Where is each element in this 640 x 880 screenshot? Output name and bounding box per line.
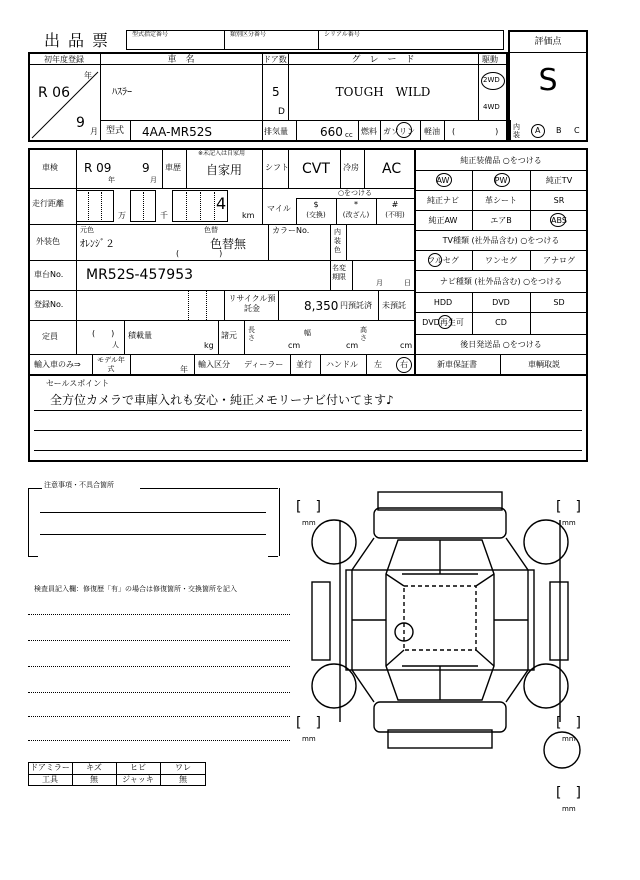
mm-rl: mm	[302, 735, 316, 743]
mm-fr: mm	[562, 519, 576, 527]
inspector-note: 検査員記入欄：修復歴「有」の場合は修復箇所・交換箇所を記入	[34, 585, 237, 593]
dims-length-label: 長さ	[248, 326, 255, 342]
equip-pw-mark	[494, 173, 510, 187]
mileage-mile: マイル	[267, 204, 291, 213]
header-cells	[126, 30, 504, 50]
tv-title: TV種類 (社外品含む) ○をつける	[442, 236, 560, 245]
drive-label: 駆動	[482, 55, 498, 64]
dims-length-cm: cm	[288, 341, 301, 350]
later-warranty: 新車保証書	[437, 360, 477, 369]
navi-dvd-play-mark	[438, 315, 452, 329]
tv-oneseg: ワンセグ	[485, 256, 517, 265]
mileage-man: 万	[118, 211, 126, 220]
grade-label: グ レ ー ド	[351, 55, 415, 65]
header-cell-1: 型式指定番号	[132, 31, 169, 38]
door-label: ドア数	[263, 55, 287, 64]
color-repaint-label: 色替	[204, 226, 218, 234]
mileage-opt-tampered: *	[354, 200, 358, 209]
recycle-label: リサイクル預託金	[228, 294, 276, 313]
mileage-exch-title: ○をつける	[337, 189, 373, 197]
mileage-note-exchange: (交換)	[306, 211, 326, 219]
interior-a: A	[535, 126, 541, 135]
load-kg: kg	[204, 341, 214, 350]
color-orig: ｵﾚﾝｼﾞ２	[80, 239, 115, 250]
import-dealer: ディーラー	[244, 360, 284, 369]
import-parallel: 並行	[296, 360, 312, 369]
history-note: ※未記入は自家用	[198, 150, 246, 157]
fuel-selected-mark	[396, 122, 412, 138]
fuel-other: ( )	[452, 127, 499, 136]
capacity-unit: 人	[112, 341, 119, 349]
fuel-diesel: 軽油	[424, 127, 440, 136]
model-value: 4AA-MR52S	[142, 125, 213, 139]
color-interior-label: 内装色	[334, 228, 341, 254]
mileage-opt-unknown: #	[391, 200, 399, 209]
mileage-label: 走行距離	[32, 199, 64, 208]
color-paren: ( )	[176, 249, 223, 258]
dims-width-cm: cm	[346, 341, 359, 350]
equip-tv: 純正TV	[545, 176, 573, 185]
equip-navi: 純正ナビ	[427, 196, 459, 205]
mirror-label: ドアミラー	[30, 763, 70, 772]
navi-dvd: DVD	[492, 298, 510, 307]
equip-aw-mark	[436, 173, 452, 187]
fuel-gasoline: ガソリン	[383, 127, 415, 136]
reg-year-unit: 年	[84, 71, 92, 80]
mileage-note-unknown: (不明)	[385, 211, 405, 219]
engine-value: 660	[320, 125, 343, 139]
mm-spare: mm	[562, 805, 576, 813]
color-label: 外装色	[36, 237, 60, 246]
history-label: 車歴	[165, 163, 181, 172]
mileage-unit: km	[242, 211, 255, 220]
inspect-month: 9	[142, 161, 150, 175]
tv-fullseg-mark	[428, 253, 442, 267]
ac-value: AC	[382, 161, 402, 177]
ac-label: 冷房	[343, 163, 359, 172]
mirror-crack: ヒビ	[130, 763, 146, 772]
equip-sr: SR	[553, 196, 565, 205]
import-model-year: モデル年式	[97, 356, 125, 373]
reg-year: R 06	[38, 85, 70, 101]
later-manual: 車輌取説	[528, 360, 560, 369]
dims-height-cm: cm	[400, 341, 413, 350]
name-change-label: 名変期限	[332, 264, 346, 281]
mileage-opt-exchange: $	[313, 200, 319, 209]
tv-fullseg: フルセグ	[427, 256, 459, 265]
car-diagram	[300, 470, 600, 770]
import-year-unit: 年	[180, 365, 188, 374]
equip-abs: ABS	[551, 216, 567, 225]
header-cell-3: シリアル番号	[324, 31, 360, 38]
navi-dvd-play: DVD再生可	[422, 318, 464, 327]
mm-fl: mm	[302, 519, 316, 527]
reg-label: 初年度登録	[44, 55, 84, 64]
import-label: 輸入車のみ⇒	[34, 360, 81, 369]
capacity-label: 定員	[42, 332, 58, 341]
equip-pw: PW	[494, 176, 508, 185]
door-value: 5	[272, 85, 280, 99]
recycle-unit: 円預託済	[340, 301, 372, 310]
navi-hdd: HDD	[433, 298, 453, 307]
drive-4wd: 4WD	[483, 103, 500, 111]
sales-text: 全方位カメラで車庫入れも安心・純正メモリーナビ付いてます♪	[50, 393, 394, 407]
chassis-label: 車台No.	[34, 270, 64, 279]
equip-genuine-aw: 純正AW	[428, 216, 458, 225]
notes-box	[28, 488, 280, 556]
navi-title: ナビ種類 (社外品含む) ○をつける	[439, 277, 563, 286]
car-name-label: 車 名	[167, 55, 195, 65]
interior-label: 内装	[513, 123, 520, 139]
header-cell-2: 類別区分番号	[230, 31, 267, 38]
jack-label: ジャッキ	[122, 775, 154, 784]
capacity-paren: ( )	[92, 329, 115, 338]
equip-abs-mark	[550, 213, 566, 227]
engine-unit: cc	[345, 131, 353, 139]
form-title: 出品票	[44, 31, 117, 50]
navi-cd: CD	[495, 318, 507, 327]
mileage-value: 4	[216, 194, 227, 213]
color-repaint: 色替無	[210, 237, 247, 251]
import-handle: ハンドル	[326, 360, 358, 369]
engine-label: 排気量	[264, 127, 288, 136]
chassis-value: MR52S-457953	[86, 267, 194, 283]
reg-month: 9	[76, 115, 85, 131]
mirror-break: ワレ	[175, 763, 191, 772]
interior-b: B	[556, 126, 562, 135]
model-label: 型式	[106, 126, 125, 136]
fuel-label: 燃料	[361, 127, 377, 136]
shift-label: シフト	[265, 163, 289, 172]
import-class: 輸入区分	[198, 360, 230, 369]
equip-leather: 革シート	[485, 196, 517, 205]
mileage-digit-box-1	[76, 190, 114, 222]
inspect-year-unit: 年	[108, 176, 115, 184]
dims-height-label: 高さ	[360, 326, 367, 342]
recycle-unpaid: 未預託	[382, 301, 406, 310]
tv-analog: アナログ	[543, 256, 575, 265]
mileage-sen: 千	[160, 211, 168, 220]
color-no-label: カラーNo.	[272, 226, 310, 235]
door-suffix: D	[278, 107, 285, 117]
equip-aw: AW	[436, 176, 450, 185]
shift-value: CVT	[302, 161, 330, 177]
dims-label: 諸元	[221, 331, 237, 340]
rating-label: 評価点	[534, 37, 562, 47]
name-change-month: 月	[376, 279, 383, 287]
load-label: 積載量	[128, 331, 152, 340]
import-right: 右	[400, 360, 408, 369]
navi-sd: SD	[553, 298, 565, 307]
register-label: 登録No.	[34, 300, 64, 309]
import-left: 左	[374, 360, 382, 369]
recycle-value: 8,350	[304, 299, 339, 313]
tool-label: 工具	[42, 775, 58, 784]
dims-width-label: 幅	[304, 329, 311, 337]
grade-value: TOUGH WILD	[335, 85, 431, 99]
mm-rr: mm	[562, 735, 576, 743]
name-change-day: 日	[404, 279, 411, 287]
mileage-note-tampered: (改ざん)	[342, 211, 370, 219]
inspect-label: 車検	[42, 163, 58, 172]
inspect-year: R 09	[84, 161, 112, 175]
mirror-scratch: キズ	[86, 763, 102, 772]
history-value: 自家用	[206, 163, 243, 177]
jack-value: 無	[179, 775, 187, 784]
notes-label: 注意事項・不具合箇所	[44, 481, 114, 489]
later-title: 後日発送品 ○をつける	[460, 340, 542, 349]
reg-month-unit: 月	[90, 127, 98, 136]
sales-label: セールスポイント	[46, 379, 110, 388]
tool-value: 無	[90, 775, 98, 784]
equip-title: 純正装備品 ○をつける	[460, 156, 542, 165]
drive-2wd: 2WD	[483, 76, 500, 84]
interior-c: C	[574, 126, 580, 135]
inspect-month-unit: 月	[150, 176, 157, 184]
equip-airbag: エアB	[490, 216, 512, 225]
rating-value: S	[538, 63, 558, 98]
color-orig-label: 元色	[80, 226, 94, 234]
car-name: ﾊｽﾗｰ	[112, 87, 132, 98]
